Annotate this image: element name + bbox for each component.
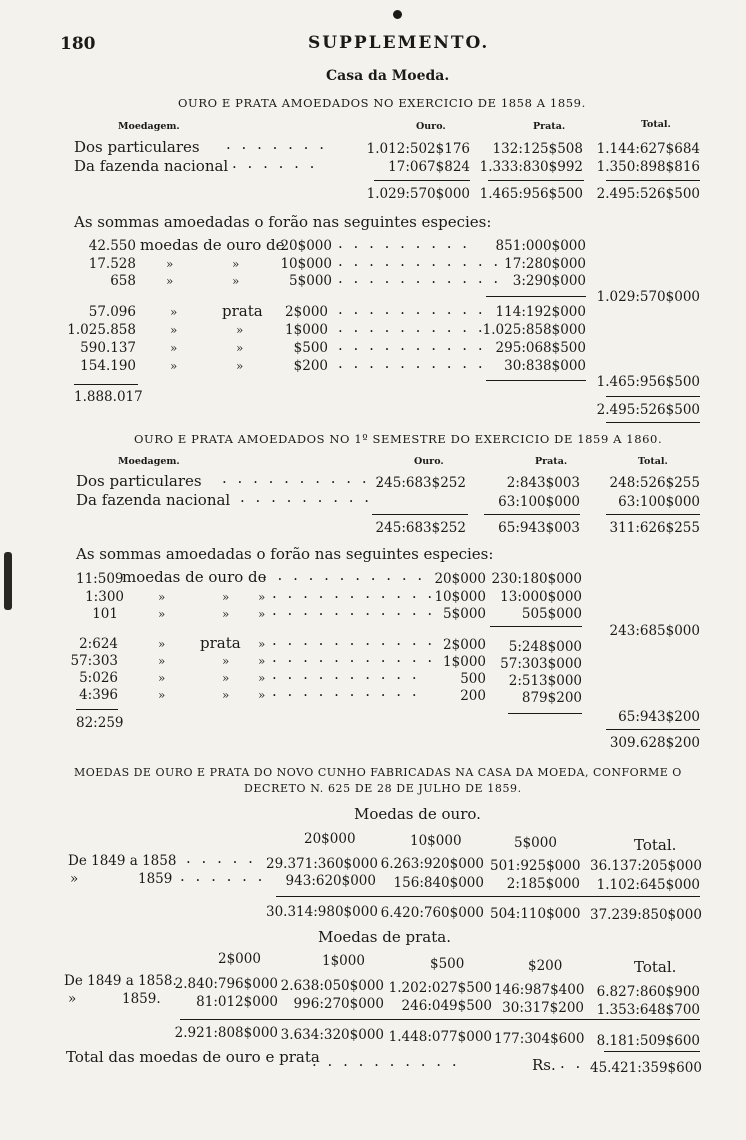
table-cell: 30:317$200 xyxy=(502,1000,584,1016)
species-qty: 2:624 xyxy=(79,636,118,652)
total-cell: 2.495:526$500 xyxy=(596,186,700,202)
total-cell: 3.634:320$000 xyxy=(280,1027,384,1043)
table-cell: 156:840$000 xyxy=(393,875,484,891)
binding-mark xyxy=(4,552,12,610)
species-desc: prata xyxy=(200,634,241,652)
period-label: 1859 xyxy=(138,871,173,887)
species-intro: As sommas amoedadas o forão nas seguintes especies: xyxy=(74,213,492,231)
count-total: 82:259 xyxy=(76,715,124,731)
ditto-mark: » xyxy=(232,257,240,271)
species-value: 505$000 xyxy=(521,606,582,622)
species-denomination: 10$000 xyxy=(280,256,332,272)
ditto-mark: » xyxy=(170,323,178,337)
section3-heading-line1: MOEDAS DE OURO E PRATA DO NOVO CUNHO FABRICADAS NA CASA DA MOEDA, CONFORME O xyxy=(74,766,682,779)
ditto-mark: » xyxy=(170,341,178,355)
total-cell: 311:626$255 xyxy=(609,520,700,536)
species-qty: 4:396 xyxy=(79,687,118,703)
table-cell: 36.137:205$000 xyxy=(590,858,702,874)
rule xyxy=(486,380,586,381)
leader-dots: . . . . . . . . . . xyxy=(338,354,486,372)
rule xyxy=(374,180,470,181)
species-qty: 57.096 xyxy=(88,304,136,320)
species-denomination: 10$000 xyxy=(434,589,486,605)
species-denomination: 20$000 xyxy=(434,571,486,587)
table-cell: 63:100$000 xyxy=(618,494,700,510)
s2-col-total: Total. xyxy=(638,456,668,467)
rule xyxy=(606,180,700,181)
species-qty: 590.137 xyxy=(80,340,136,356)
species-qty: 17.528 xyxy=(88,256,136,272)
species-denomination: 5$000 xyxy=(443,606,486,622)
total-cell: 1.465:956$500 xyxy=(479,186,583,202)
species-qty: 11:509 xyxy=(76,571,124,587)
leader-dots: . . . . . . . . . . xyxy=(272,682,420,700)
ditto-mark: » xyxy=(158,607,166,621)
species-value: 13:000$000 xyxy=(500,589,582,605)
species-qty: 5:026 xyxy=(79,670,118,686)
s1-col-prata: Prata. xyxy=(533,121,566,132)
species-denomination: 1$000 xyxy=(443,654,486,670)
period-label: 1859. xyxy=(122,991,161,1007)
silver-col-header: Total. xyxy=(634,958,677,976)
total-cell: 65:943$003 xyxy=(498,520,580,536)
ditto-mark: » xyxy=(158,654,166,668)
species-qty: 1.025.858 xyxy=(67,322,136,338)
ditto-mark: » xyxy=(222,671,230,685)
rule xyxy=(606,514,700,515)
table-cell: 501:925$000 xyxy=(490,858,581,874)
s2-col-prata: Prata. xyxy=(535,456,568,467)
table-cell: 2.840:796$000 xyxy=(174,976,278,992)
species-value: 851:000$000 xyxy=(495,238,586,254)
ditto-mark: » xyxy=(258,590,266,604)
rule xyxy=(606,422,700,423)
ditto-mark: » xyxy=(158,671,166,685)
rule xyxy=(372,514,468,515)
leader-dots: . . . . . . . . . xyxy=(338,234,471,252)
species-value: 879$200 xyxy=(521,690,582,706)
species-value: 230:180$000 xyxy=(491,571,582,587)
leader-dots: . . . . . . xyxy=(180,867,266,885)
ditto-mark: » xyxy=(222,654,230,668)
leader-dots: . . . . . . . . . . . xyxy=(338,269,502,287)
species-desc: moedas de ouro de xyxy=(140,236,285,254)
table-cell: 29.371:360$000 xyxy=(266,856,378,872)
total-cell: 245:683$252 xyxy=(375,520,466,536)
table-cell: 1.353:648$700 xyxy=(596,1002,700,1018)
ditto-mark: » xyxy=(236,359,244,373)
subtotal: 243:685$000 xyxy=(609,623,700,639)
table-cell: 248:526$255 xyxy=(609,475,700,491)
grand-total: 309.628$200 xyxy=(609,735,700,751)
species-denomination: 5$000 xyxy=(289,273,332,289)
rule xyxy=(484,514,580,515)
rule xyxy=(606,396,700,397)
table-cell: 1.012:502$176 xyxy=(366,141,470,157)
species-denomination: 2$000 xyxy=(443,637,486,653)
ditto-mark: » xyxy=(166,257,174,271)
subtotal: 1.029:570$000 xyxy=(596,289,700,305)
gold-col-header: 10$000 xyxy=(410,833,462,849)
rule xyxy=(74,384,138,385)
gold-col-header: 20$000 xyxy=(304,831,356,847)
silver-col-header: $200 xyxy=(528,958,563,974)
ink-blot xyxy=(393,10,402,19)
total-cell: 30.314:980$000 xyxy=(266,904,378,920)
ditto-mark: » xyxy=(170,305,178,319)
table-cell: 2:843$003 xyxy=(506,475,580,491)
silver-col-header: 1$000 xyxy=(322,953,365,969)
rule xyxy=(486,296,586,297)
rule xyxy=(276,896,700,897)
total-cell: 504:110$000 xyxy=(490,906,581,922)
total-cell: 2.921:808$000 xyxy=(174,1025,278,1041)
count-total: 1.888.017 xyxy=(74,389,143,405)
species-value: 3:290$000 xyxy=(512,273,586,289)
total-cell: 177:304$600 xyxy=(494,1031,585,1047)
species-qty: 1:300 xyxy=(85,589,124,605)
section2-heading: OURO E PRATA AMOEDADOS NO 1º SEMESTRE DO EXERCICIO DE 1859 A 1860. xyxy=(134,432,663,446)
s1-col-moedagem: Moedagem. xyxy=(118,121,180,132)
species-value: 57:303$000 xyxy=(500,656,582,672)
ditto-mark: » xyxy=(222,688,230,702)
table-cell: 1.144:627$684 xyxy=(596,141,700,157)
table-cell: 246:049$500 xyxy=(401,998,492,1014)
leader-dots: . . xyxy=(560,1054,584,1072)
ditto-mark: » xyxy=(258,637,266,651)
rule xyxy=(490,626,582,627)
leader-dots: . . . . . . . . . . xyxy=(338,300,486,318)
table-row-label: Dos particulares xyxy=(74,138,200,156)
table-row-label: Dos particulares xyxy=(76,472,202,490)
species-qty: 658 xyxy=(110,273,136,289)
silver-col-header: $500 xyxy=(430,956,465,972)
species-denomination: $500 xyxy=(293,340,328,356)
ditto-mark: » xyxy=(258,654,266,668)
species-denomination: 1$000 xyxy=(285,322,328,338)
species-denomination: $200 xyxy=(293,358,328,374)
final-currency: Rs. xyxy=(532,1056,556,1074)
leader-dots: . . . . . . . . . . xyxy=(338,318,486,336)
table-cell: 943:620$000 xyxy=(285,873,376,889)
period-label: De 1849 a 1858. xyxy=(64,973,177,989)
table-cell: 245:683$252 xyxy=(375,475,466,491)
total-cell: 1.448:077$000 xyxy=(388,1029,492,1045)
total-cell: 37.239:850$000 xyxy=(590,907,702,923)
final-total-label: Total das moedas de ouro e prata xyxy=(66,1048,320,1066)
leader-dots: . . . . . . . . . . . xyxy=(272,648,436,666)
species-value: 114:192$000 xyxy=(495,304,586,320)
leader-dots: . . . . . . . . . . xyxy=(338,336,486,354)
species-intro: As sommas amoedadas o forão nas seguintes especies: xyxy=(76,545,494,563)
leader-dots: . . . . . xyxy=(186,849,256,867)
leader-dots: . . . . . . . xyxy=(226,135,327,153)
species-value: 2:513$000 xyxy=(508,673,582,689)
ditto-mark: » xyxy=(158,590,166,604)
ditto-mark: » xyxy=(258,671,266,685)
final-total: 45.421:359$600 xyxy=(590,1060,702,1076)
species-qty: 101 xyxy=(92,606,118,622)
gold-table-title: Moedas de ouro. xyxy=(354,805,481,823)
ditto-mark: » xyxy=(236,341,244,355)
leader-dots: . . . . . . . . . . xyxy=(272,665,420,683)
subtotal: 1.465:956$500 xyxy=(596,374,700,390)
gold-col-header: 5$000 xyxy=(514,835,557,851)
silver-col-header: 2$000 xyxy=(218,951,261,967)
page-title: SUPPLEMENTO. xyxy=(308,33,490,53)
table-cell: 1.202:027$500 xyxy=(388,980,492,996)
ditto-mark: » xyxy=(166,274,174,288)
table-cell: 1.333:830$992 xyxy=(479,159,583,175)
ditto-mark: » xyxy=(222,590,230,604)
total-cell: 8.181:509$600 xyxy=(596,1033,700,1049)
section1-heading: OURO E PRATA AMOEDADOS NO EXERCICIO DE 1858 A 1859. xyxy=(178,96,586,110)
table-cell: 2:185$000 xyxy=(506,876,580,892)
table-cell: 146:987$400 xyxy=(494,982,585,998)
species-value: 295:068$500 xyxy=(495,340,586,356)
period-label: » xyxy=(68,991,77,1007)
leader-dots: . . . . . . . . . . . xyxy=(272,601,436,619)
rule xyxy=(76,709,118,710)
leader-dots: . . . . . . xyxy=(232,154,318,172)
leader-dots: . . . . . . . . . . . xyxy=(222,469,386,487)
species-qty: 42.550 xyxy=(88,238,136,254)
ditto-mark: » xyxy=(236,323,244,337)
ditto-mark: » xyxy=(222,607,230,621)
species-value: 30:838$000 xyxy=(504,358,586,374)
grand-total: 2.495:526$500 xyxy=(596,402,700,418)
ditto-mark: » xyxy=(258,688,266,702)
gold-col-header: Total. xyxy=(634,836,677,854)
table-cell: 996:270$000 xyxy=(293,996,384,1012)
leader-dots: . . . . . . . . . . . xyxy=(272,631,436,649)
species-qty: 57:303 xyxy=(70,653,118,669)
rule xyxy=(508,713,582,714)
species-qty: 154.190 xyxy=(80,358,136,374)
table-cell: 132:125$508 xyxy=(492,141,583,157)
table-cell: 17:067$824 xyxy=(388,159,470,175)
leader-dots: . . . . . . . . . . . xyxy=(262,566,426,584)
leader-dots: . . . . . . . . . . . xyxy=(338,252,502,270)
ditto-mark: » xyxy=(158,688,166,702)
ditto-mark: » xyxy=(258,607,266,621)
table-cell: 6.263:920$000 xyxy=(380,856,484,872)
table-cell: 63:100$000 xyxy=(498,494,580,510)
species-denomination: 2$000 xyxy=(285,304,328,320)
rule xyxy=(606,729,700,730)
page-subtitle: Casa da Moeda. xyxy=(326,68,450,84)
table-cell: 81:012$000 xyxy=(196,994,278,1010)
ditto-mark: » xyxy=(170,359,178,373)
species-value: 1.025:858$000 xyxy=(482,322,586,338)
species-denomination: 200 xyxy=(460,688,486,704)
page-number: 180 xyxy=(60,34,96,54)
table-cell: 6.827:860$900 xyxy=(596,984,700,1000)
species-value: 17:280$000 xyxy=(504,256,586,272)
species-value: 5:248$000 xyxy=(508,639,582,655)
species-desc: moedas de ouro de xyxy=(122,568,267,586)
section3-heading-line2: DECRETO N. 625 DE 28 DE JULHO DE 1859. xyxy=(244,782,522,795)
rule xyxy=(488,180,584,181)
species-desc: prata xyxy=(222,302,263,320)
species-denomination: 500 xyxy=(460,671,486,687)
table-row-label: Da fazenda nacional xyxy=(76,491,231,509)
s1-col-ouro: Ouro. xyxy=(416,121,446,132)
period-label: De 1849 a 1858 xyxy=(68,853,177,869)
table-cell: 1.350:898$816 xyxy=(596,159,700,175)
s2-col-moedagem: Moedagem. xyxy=(118,456,180,467)
leader-dots: . . . . . . . . . . xyxy=(312,1052,460,1070)
s2-col-ouro: Ouro. xyxy=(414,456,444,467)
table-cell: 1.102:645$000 xyxy=(596,877,700,893)
period-label: » xyxy=(70,871,79,887)
leader-dots: . . . . . . . . . . . xyxy=(272,584,436,602)
rule xyxy=(604,1051,700,1052)
ditto-mark: » xyxy=(158,637,166,651)
total-cell: 6.420:760$000 xyxy=(380,905,484,921)
s1-col-total: Total. xyxy=(641,119,671,130)
table-row-label: Da fazenda nacional xyxy=(74,157,229,175)
subtotal: 65:943$200 xyxy=(618,709,700,725)
silver-table-title: Moedas de prata. xyxy=(318,928,451,946)
species-denomination: 20$000 xyxy=(280,238,332,254)
leader-dots: . . . . . . . . . xyxy=(240,488,373,506)
table-cell: 2.638:050$000 xyxy=(280,978,384,994)
ditto-mark: » xyxy=(232,274,240,288)
total-cell: 1.029:570$000 xyxy=(366,186,470,202)
rule xyxy=(180,1019,700,1020)
